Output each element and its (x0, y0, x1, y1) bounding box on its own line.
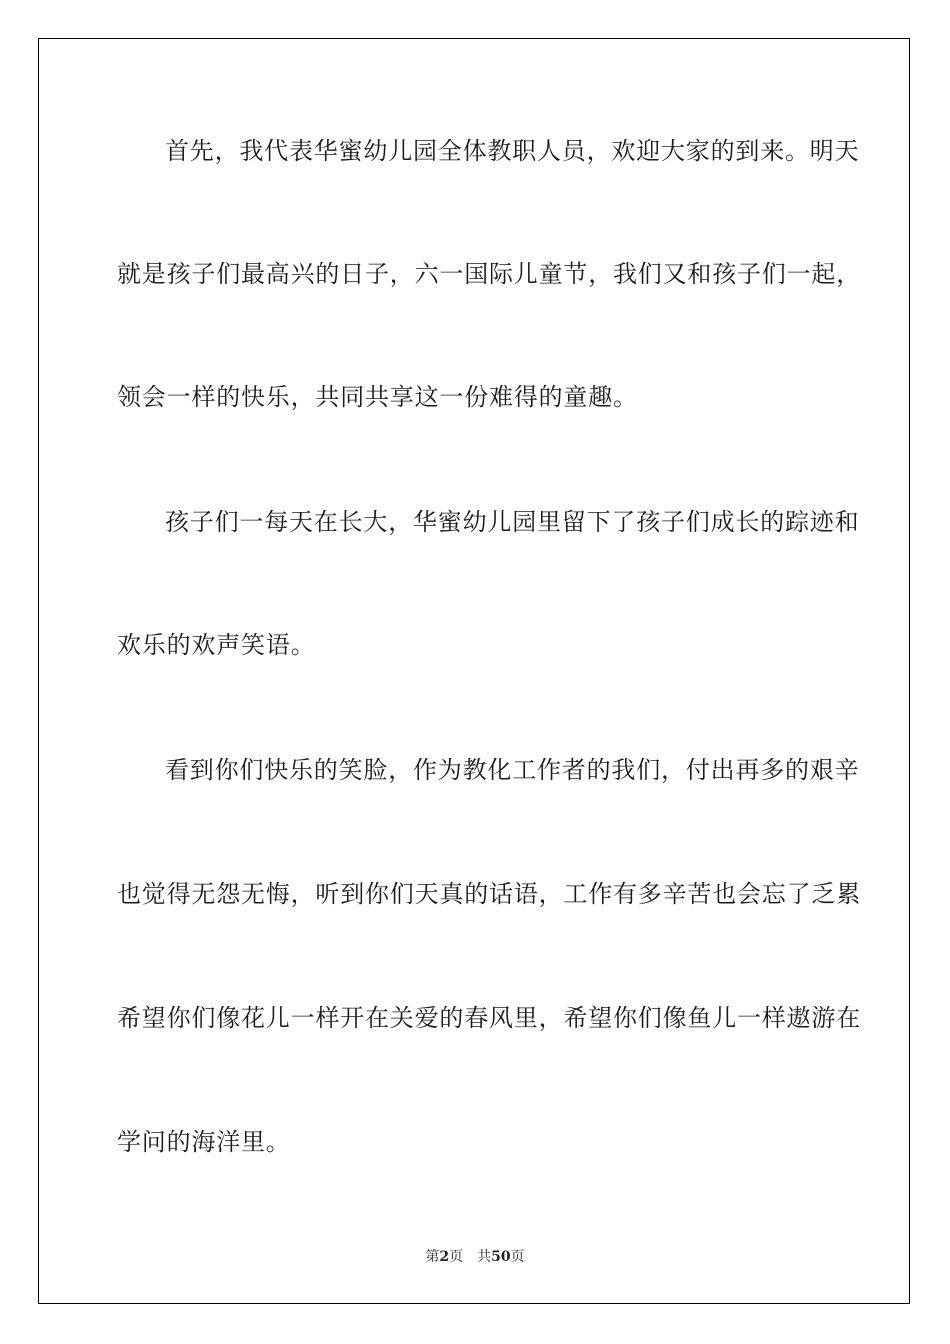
text-line: 领会一样的快乐，共同共享这一份难得的童趣。 (117, 383, 638, 411)
text-line: 希望你们像花儿一样开在关爱的春风里，希望你们像鱼儿一样遨游在 (117, 1004, 861, 1032)
text-line: 首先，我代表华蜜幼儿园全体教职人员，欢迎大家的到来。明天 (165, 137, 860, 165)
total-pages: 50 (491, 1249, 511, 1265)
total-prefix: 共 (477, 1249, 492, 1265)
page-number: 2 (439, 1249, 450, 1265)
page-prefix: 第 (425, 1249, 440, 1265)
text-line: 就是孩子们最高兴的日子，六一国际儿童节，我们又和孩子们一起， (117, 260, 861, 288)
page-footer (0, 1246, 950, 1266)
page-suffix: 页 (449, 1249, 464, 1265)
text-line: 学问的海洋里。 (117, 1128, 291, 1156)
page-border (38, 38, 910, 1304)
total-suffix: 页 (510, 1249, 525, 1265)
text-line: 孩子们一每天在长大，华蜜幼儿园里留下了孩子们成长的踪迹和 (165, 508, 860, 536)
text-line: 也觉得无怨无悔，听到你们天真的话语，工作有多辛苦也会忘了乏累 (117, 880, 861, 908)
text-line: 看到你们快乐的笑脸，作为教化工作者的我们，付出再多的艰辛 (165, 756, 860, 784)
text-line: 欢乐的欢声笑语。 (117, 631, 316, 659)
